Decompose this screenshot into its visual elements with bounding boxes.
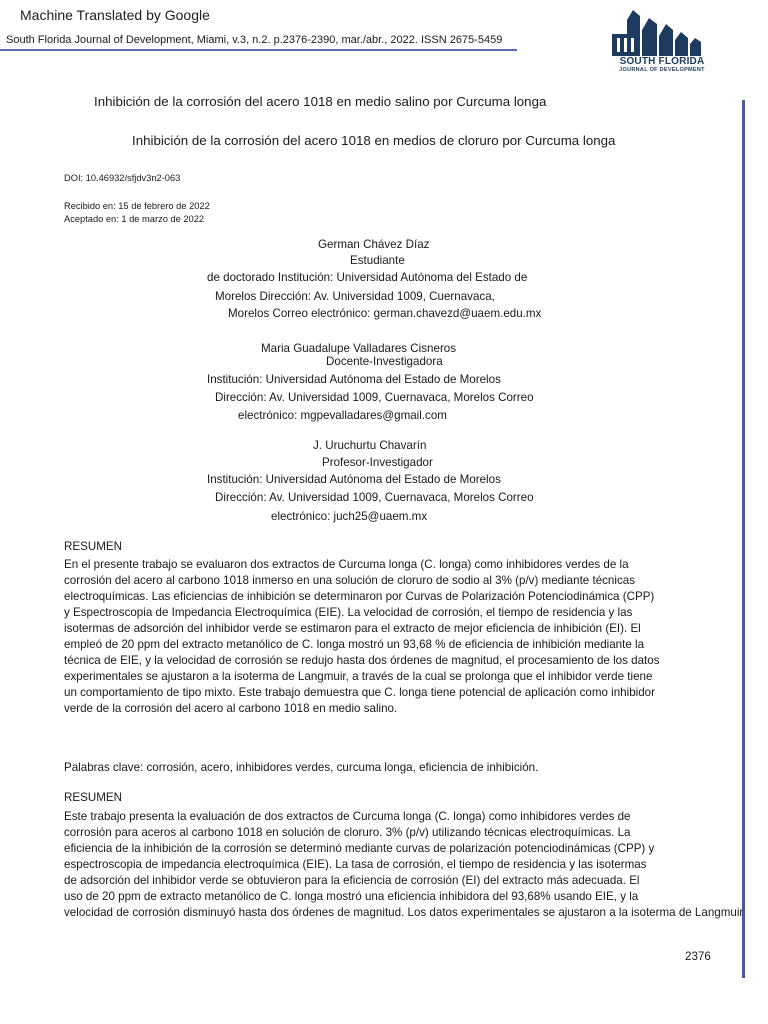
doi: DOI: 10.46932/sfjdv3n2-063 [64, 173, 181, 183]
abstract-line: corrosión del acero al carbono 1018 inmerso en una solución de cloruro de sodio al 3% (p/v) mediante técnicas [64, 574, 635, 587]
abstract-line: de adsorción del inhibidor verde se obtuvieron para la eficiencia de corrosión (EI) del extracto más adecuada. El [64, 874, 640, 887]
abstract-line: técnica de EIE, y la velocidad de corrosión se redujo hasta dos órdenes de magnitud, el procesamiento de los datos [64, 654, 660, 667]
accepted-date: Aceptado en: 1 de marzo de 2022 [64, 214, 205, 224]
abstract-heading: RESUMEN [64, 540, 122, 553]
abstract-body [64, 557, 660, 717]
abstract-line: Este trabajo presenta la evaluación de dos extractos de Curcuma longa (C. longa) como inhibidores verdes de [64, 810, 631, 823]
abstract-line: corrosión para aceros al carbono 1018 en solución de cloruro. 3% (p/v) utilizando técnicas electroquímicas. La [64, 826, 631, 839]
abstract-line: espectroscopia de impedancia electroquímica (EIE). La tasa de corrosión, el tiempo de residencia y las isotermas [64, 858, 647, 871]
author-role: Estudiante [350, 254, 405, 267]
abstract-heading-translated: RESUMEN [64, 791, 122, 804]
paper-title: Inhibición de la corrosión del acero 1018 en medio salino por Curcuma longa [94, 94, 547, 109]
journal-citation: South Florida Journal of Development, Miami, v.3, n.2. p.2376-2390, mar./abr., 2022. ISSN 2675-5459 [6, 34, 503, 46]
author-email: electrónico: juch25@uaem.mx [271, 510, 428, 523]
keywords: Palabras clave: corrosión, acero, inhibidores verdes, curcuma longa, eficiencia de inhibición. [64, 761, 539, 774]
abstract-line: empleó de 20 ppm del extracto metanólico de C. longa mostró un 93,68 % de eficiencia de inhibición mediante la [64, 638, 645, 651]
received-date: Recibido en: 15 de febrero de 2022 [64, 201, 210, 211]
header-divider [0, 49, 517, 51]
author-affiliation: Institución: Universidad Autónoma del Estado de Morelos [207, 473, 501, 486]
author-name: German Chávez Díaz [318, 238, 430, 251]
abstract-line: electroquímicas. Las eficiencias de inhibición se determinaron por Curvas de Polarización Potenciodinámica (CPP) [64, 590, 655, 603]
abstract-line: En el presente trabajo se evaluaron dos extractos de Curcuma longa (C. longa) como inhibidores verdes de la [64, 558, 629, 571]
author-affiliation: de doctorado Institución: Universidad Autónoma del Estado de [207, 271, 528, 284]
author-address: Dirección: Av. Universidad 1009, Cuernavaca, Morelos Correo [215, 491, 534, 504]
author-address: Morelos Dirección: Av. Universidad 1009, Cuernavaca, [215, 290, 495, 303]
abstract-line: uso de 20 ppm de extracto metanólico de C. longa mostró una eficiencia inhibidora del 93,68% usando EIE, y la [64, 890, 639, 903]
author-name: Maria Guadalupe Valladares Cisneros [261, 342, 457, 355]
abstract-line: un comportamiento de tipo mixto. Este trabajo demuestra que C. longa tiene potencial de aplicación como inhibidor [64, 686, 655, 699]
logo-subtitle: JOURNAL OF DEVELOPMENT [619, 67, 705, 73]
abstract-line: velocidad de corrosión disminuyó hasta dos órdenes de magnitud. Los datos experimentales se ajustaron a la isoterma de Langmuir [64, 906, 744, 919]
logo-title: SOUTH FLORIDA [619, 56, 705, 67]
author-affiliation: Institución: Universidad Autónoma del Estado de Morelos [207, 373, 501, 386]
abstract-line: y Espectroscopia de Impedancia Electroquímica (EIE). La velocidad de corrosión, el tiempo de residencia y las [64, 606, 633, 619]
author-role: Profesor-Investigador [322, 456, 433, 469]
machine-translated-label: Machine Translated by Google [20, 7, 210, 23]
abstract-line: verde de la corrosión del acero al carbono 1018 en medio salino. [64, 702, 398, 715]
paper-title-translated: Inhibición de la corrosión del acero 1018 en medios de cloruro por Curcuma longa [132, 133, 616, 148]
author-email: Morelos Correo electrónico: german.chavezd@uaem.edu.mx [228, 307, 542, 320]
author-email: electrónico: mgpevalladares@gmail.com [238, 409, 447, 422]
abstract-line: experimentales se ajustaron a la isoterma de Langmuir, a través de la cual se prolonga que el inhibidor verde tiene [64, 670, 653, 683]
abstract-line: isotermas de adsorción del inhibidor verde se estimaron para el extracto de mejor eficiencia de inhibición (EI). El [64, 622, 641, 635]
page-number: 2376 [685, 950, 711, 963]
author-name: J. Uruchurtu Chavarín [313, 439, 427, 452]
author-address: Dirección: Av. Universidad 1009, Cuernavaca, Morelos Correo [215, 391, 534, 404]
abstract-body-translated [64, 809, 768, 921]
abstract-line: eficiencia de la inhibición de la corrosión se determinó mediante curvas de polarización potenciodinámicas (CPP) y [64, 842, 655, 855]
author-role: Docente-Investigadora [326, 355, 443, 368]
